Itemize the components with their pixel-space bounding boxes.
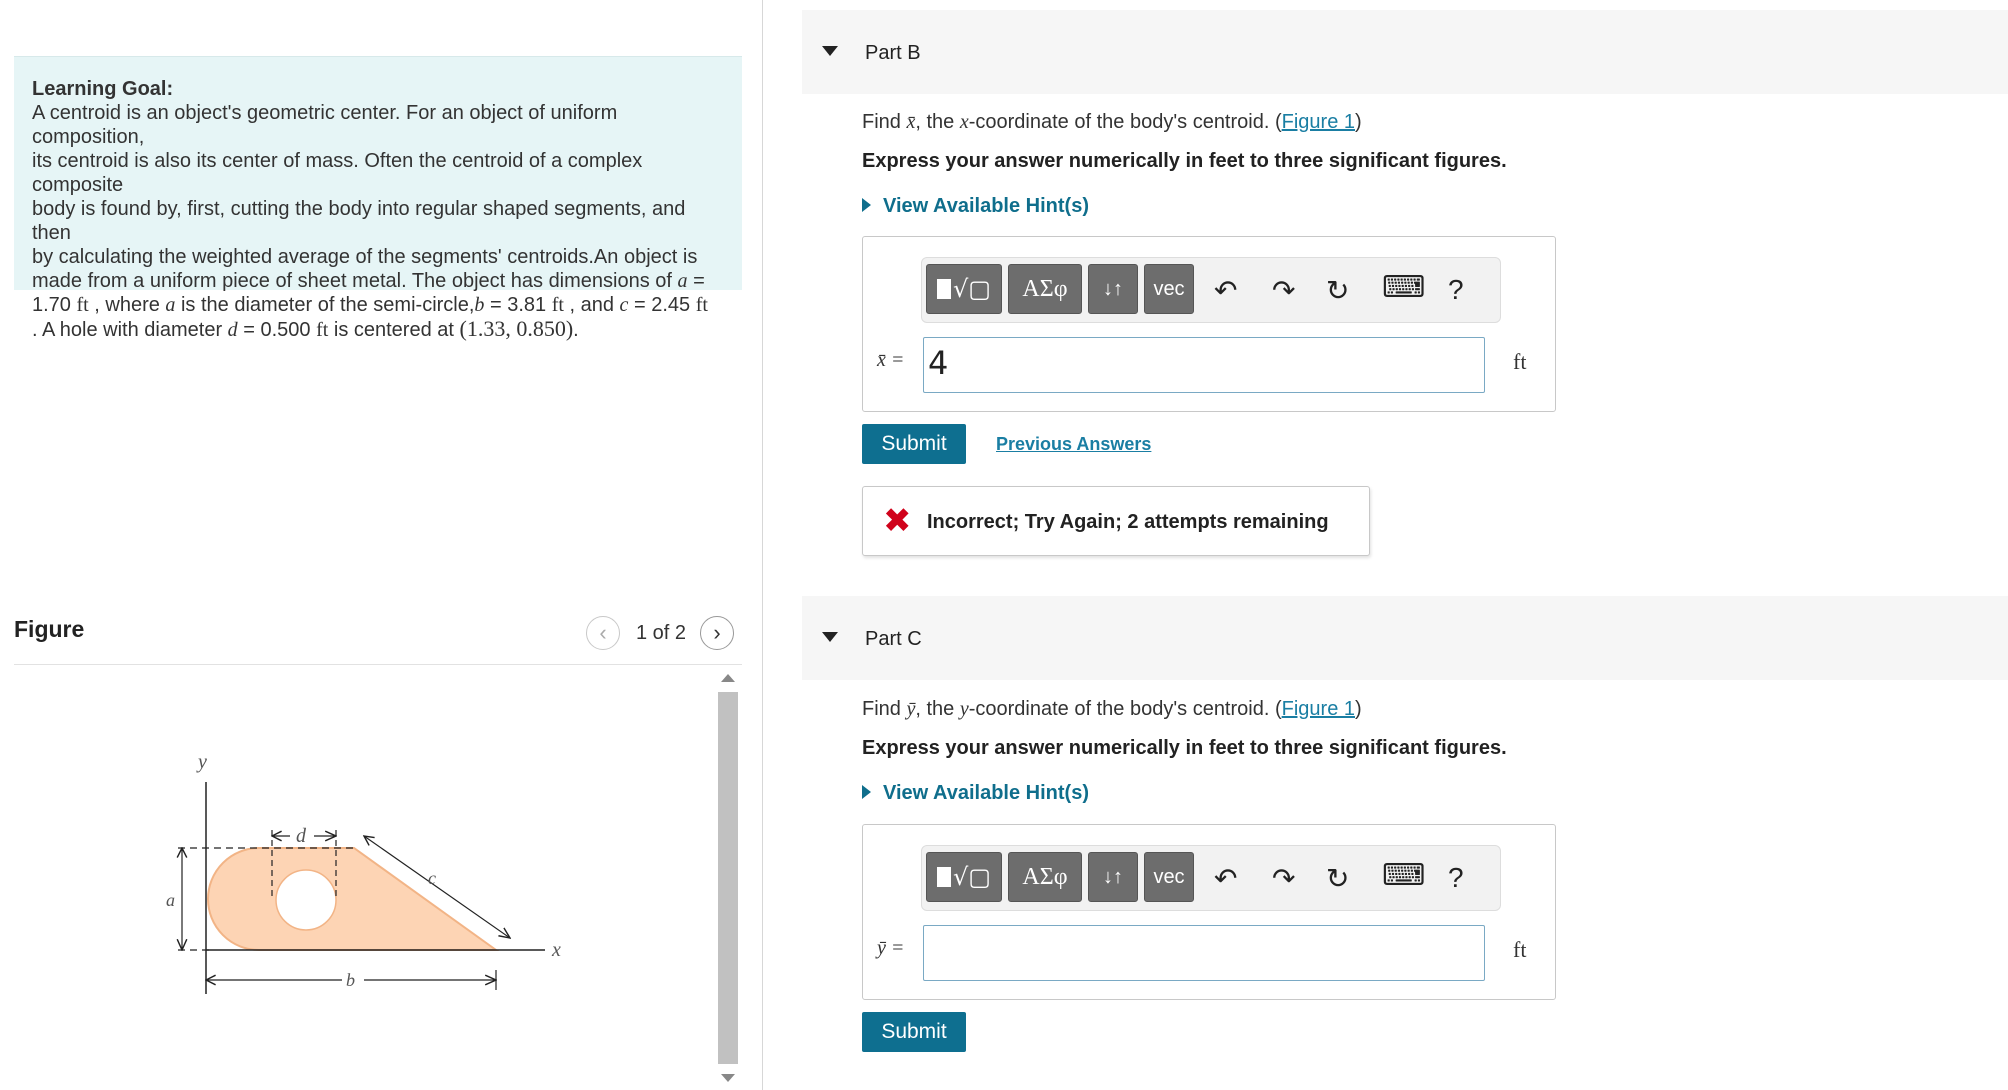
keyboard-icon[interactable]: ⌨: [1382, 858, 1426, 893]
column-divider: [762, 0, 763, 1090]
goal-line-1: A centroid is an object's geometric center. For an object of uniform composition,: [32, 102, 618, 148]
dim-d-label: d: [296, 825, 306, 847]
x-bar-unit: ft: [1513, 349, 1527, 374]
goal-line-5: made from a uniform piece of sheet metal. The object has dimensions of a =: [32, 270, 705, 292]
figure-diagram: [150, 744, 580, 1004]
left-panel: [0, 0, 762, 1090]
scroll-thumb[interactable]: [718, 692, 738, 1064]
learning-goal: [14, 56, 742, 341]
chevron-right-icon: ›: [713, 620, 721, 645]
scroll-down-icon[interactable]: [721, 1074, 735, 1082]
greek-symbols-button[interactable]: ΑΣφ: [1008, 852, 1082, 902]
goal-line-6: 1.70 ft , where a is the diameter of the semi-circle,b = 3.81 ft , and c = 2.45 ft: [32, 294, 708, 316]
radical-icon: √▢: [953, 275, 991, 303]
part-c-question: Find ȳ, the y-coordinate of the body's centroid. (Figure 1): [862, 698, 1362, 720]
radical-icon: √▢: [953, 863, 991, 891]
redo-icon[interactable]: ↷: [1272, 274, 1296, 307]
part-c-instruction: Express your answer numerically in feet to three significant figures.: [862, 737, 1507, 759]
vector-button[interactable]: vec: [1144, 852, 1194, 902]
part-b-instruction: Express your answer numerically in feet to three significant figures.: [862, 150, 1507, 172]
figure-pager: [586, 616, 734, 650]
figure-prev-button[interactable]: [586, 616, 620, 650]
reset-icon[interactable]: ↻: [1326, 274, 1350, 307]
y-bar-label: ȳ =: [877, 937, 905, 959]
vector-button[interactable]: vec: [1144, 264, 1194, 314]
keyboard-icon[interactable]: ⌨: [1382, 270, 1426, 305]
chevron-left-icon: ‹: [599, 620, 607, 645]
undo-icon[interactable]: ↶: [1214, 274, 1238, 307]
figure-divider: [14, 664, 742, 665]
hole: [276, 870, 336, 930]
feedback-message: Incorrect; Try Again; 2 attempts remaining: [927, 511, 1329, 533]
part-c-answer-box: [862, 824, 1556, 1000]
dim-c-label: c: [428, 868, 436, 888]
reset-icon[interactable]: ↻: [1326, 862, 1350, 895]
part-b-title: Part B: [865, 42, 921, 64]
part-c-submit-button[interactable]: Submit: [862, 1012, 966, 1052]
error-x-icon: ✖: [883, 501, 912, 541]
dim-b-label: b: [346, 970, 355, 990]
previous-answers-link[interactable]: Previous Answers: [996, 434, 1152, 454]
part-c-title: Part C: [865, 628, 922, 650]
sheet-metal-shape: [208, 848, 496, 950]
part-b-hint-toggle[interactable]: View Available Hint(s): [862, 195, 1089, 218]
math-toolbar: [921, 845, 1501, 911]
collapse-triangle-icon[interactable]: [822, 632, 838, 642]
y-axis-label: y: [198, 751, 207, 773]
goal-line-2: its centroid is also its center of mass. Often the centroid of a complex composite: [32, 150, 643, 196]
templates-button[interactable]: [926, 852, 1002, 902]
part-b-answer-box: [862, 236, 1556, 412]
templates-button[interactable]: [926, 264, 1002, 314]
caret-right-icon: [862, 198, 871, 212]
math-toolbar: [921, 257, 1501, 323]
x-bar-label: x̄ =: [877, 349, 905, 371]
part-b-submit-button[interactable]: Submit: [862, 424, 966, 464]
subscript-superscript-button[interactable]: ↓↑: [1088, 852, 1138, 902]
figure-scrollbar[interactable]: [716, 670, 740, 1090]
goal-line-7: . A hole with diameter d = 0.500 ft is centered at (1.33, 0.850).: [32, 316, 579, 341]
greek-symbols-button[interactable]: ΑΣφ: [1008, 264, 1082, 314]
part-c-hint-toggle[interactable]: View Available Hint(s): [862, 782, 1089, 805]
goal-line-3: body is found by, first, cutting the body into regular shaped segments, and then: [32, 198, 686, 244]
scroll-up-icon[interactable]: [721, 674, 735, 682]
learning-goal-title: Learning Goal:: [32, 78, 174, 100]
help-icon[interactable]: ?: [1448, 274, 1464, 305]
x-axis-label: x: [552, 939, 561, 961]
figure-title: Figure: [14, 616, 85, 642]
figure-next-button[interactable]: [700, 616, 734, 650]
undo-icon[interactable]: ↶: [1214, 862, 1238, 895]
help-icon[interactable]: ?: [1448, 862, 1464, 893]
part-c-figure-link[interactable]: Figure 1: [1281, 698, 1355, 720]
part-b-question: Find x̄, the x-coordinate of the body's centroid. (Figure 1): [862, 111, 1362, 133]
y-bar-answer-input[interactable]: [923, 925, 1485, 981]
caret-right-icon: [862, 785, 871, 799]
dim-a-label: a: [166, 890, 175, 910]
subscript-superscript-button[interactable]: ↓↑: [1088, 264, 1138, 314]
goal-line-4: by calculating the weighted average of the segments' centroids.An object is: [32, 246, 698, 268]
collapse-triangle-icon[interactable]: [822, 46, 838, 56]
part-b-figure-link[interactable]: Figure 1: [1281, 111, 1355, 133]
redo-icon[interactable]: ↷: [1272, 862, 1296, 895]
x-bar-answer-input[interactable]: 4: [923, 337, 1485, 393]
part-c-header[interactable]: [802, 596, 2008, 680]
part-b-feedback: [862, 486, 1370, 556]
y-bar-unit: ft: [1513, 937, 1527, 962]
figure-page-count: 1 of 2: [636, 621, 687, 644]
part-b-header[interactable]: [802, 10, 2008, 94]
